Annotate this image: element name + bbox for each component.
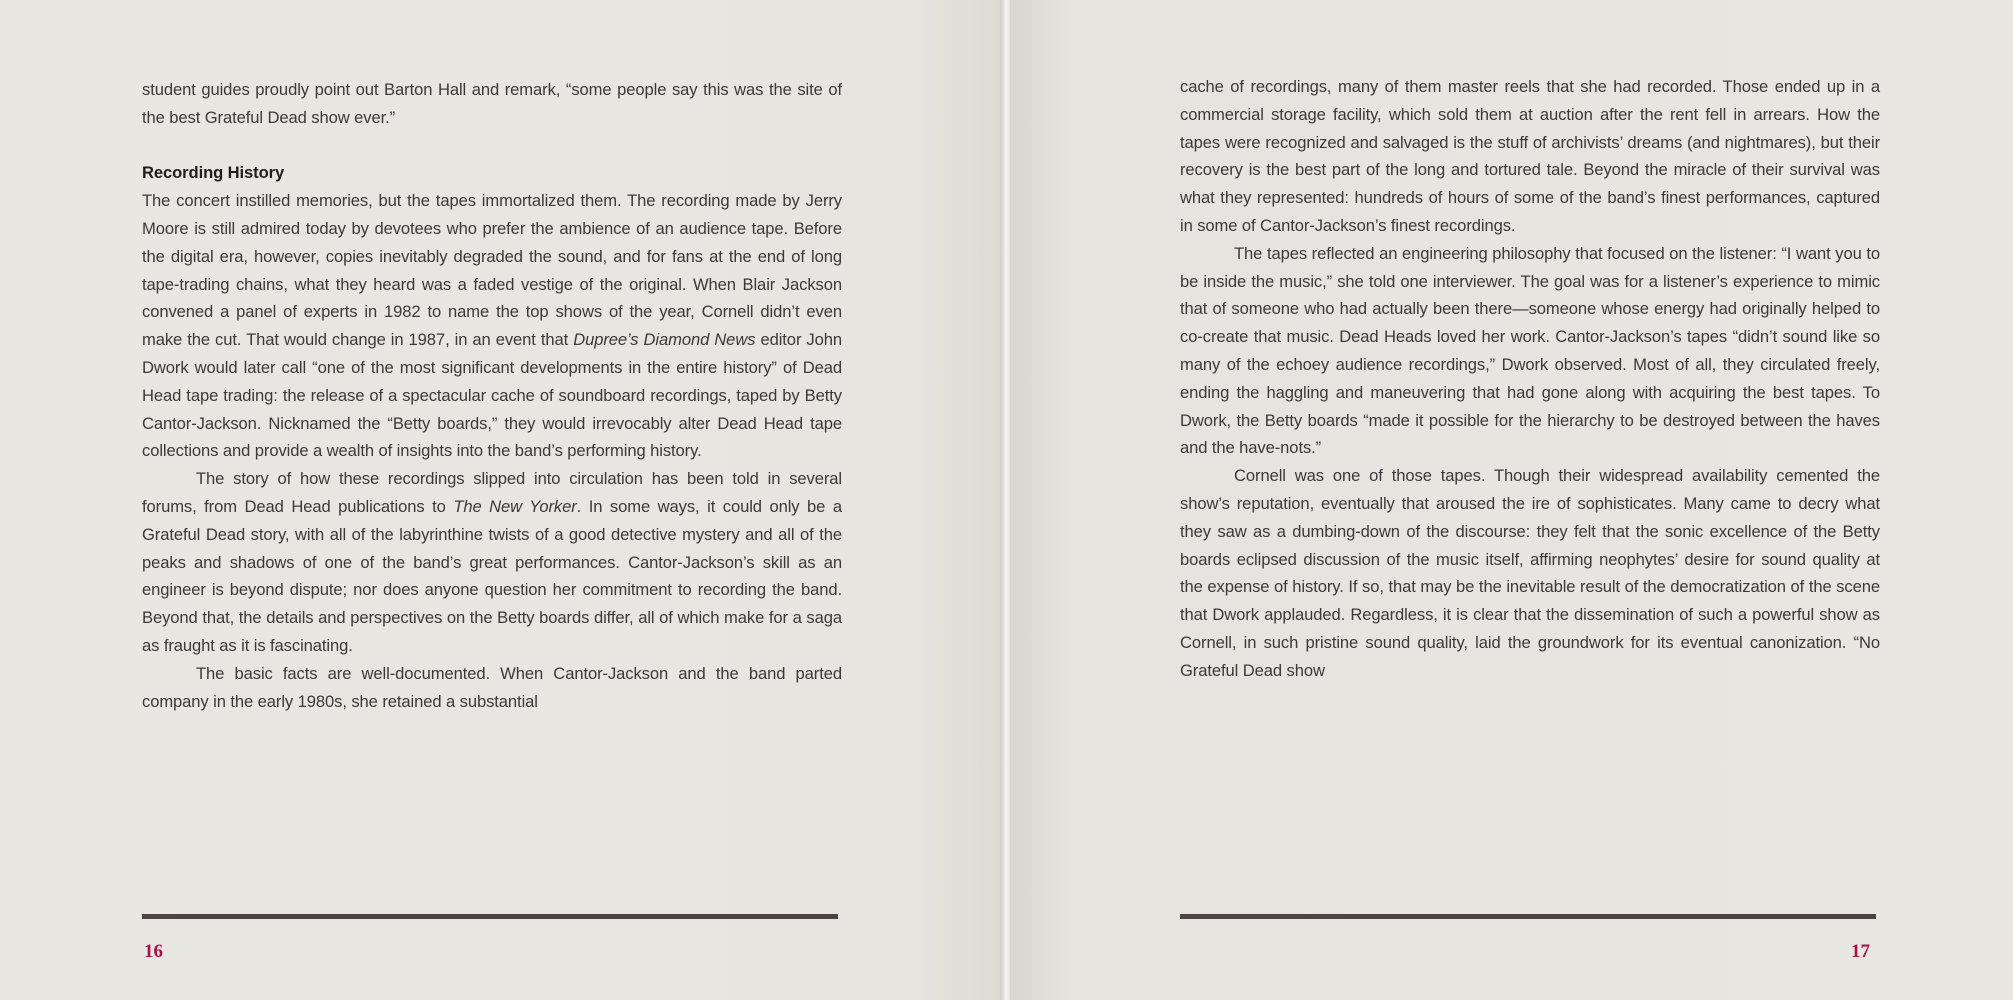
paragraph: The basic facts are well-documented. When Cantor-Jackson and the band parted company in the early 1980s, she retained a substantial	[142, 663, 842, 711]
paragraph	[142, 465, 842, 660]
section-heading: Recording History	[142, 163, 285, 183]
paragraph: Cornell was one of those tapes. Though their widespread availability cemented the show’s reputation, eventually that aroused the ire of sophisticates. Many came to decry what they saw as a dumbing-down of the discourse: they felt that the sonic excellence of the Betty boards eclipsed discussion of the music itself, affirming neophytes’ desire for sound quality at the expense of history. If so, that may be the inevitable result of the democratization of the scene that Dwork applauded. Regardless, it is clear that the dissemination of such a powerful show as Cornell, in such pristine sound quality, laid the groundwork for its eventual canonization. “No Grateful Dead show	[1180, 466, 1880, 680]
left-page	[0, 0, 1004, 1000]
paragraph: student guides proudly point out Barton Hall and remark, “some people say this was the site of the best Grateful Dead show ever.”	[142, 80, 842, 127]
footer-rule	[142, 914, 838, 919]
page-number: 16	[144, 941, 163, 962]
paragraph-text: . In some ways, it could only be a Grateful Dead story, with all of the labyrinthine twists of a good detective mystery and all of the peaks and shadows of one of the band’s great performances. Cantor-Jackson’s skill as an engineer is beyond dispute; nor does anyone question her commitment to recording the band. Beyond that, the details and perspectives on the Betty boards differ, all of which make for a saga as fraught as it is fascinating.	[142, 496, 842, 655]
right-page-text	[1180, 73, 1880, 685]
paragraph-text: The story of how these recordings slipped into circulation has been told in several forums, from Dead Head publications to	[142, 469, 842, 516]
footer-rule	[1180, 914, 1876, 919]
page-number: 17	[1851, 941, 1870, 962]
paragraph: The tapes reflected an engineering philosophy that focused on the listener: “I want you to be inside the music,” she told one interviewer. The goal was for a listener’s experience to mimic that of someone who had actually been there—someone whose energy had originally helped to co-create that music. Dead Heads loved her work. Cantor-Jackson’s tapes “didn’t sound like so many of the echoey audience recordings,” Dwork observed. Most of all, they circulated freely, ending the haggling and maneuvering that had gone along with acquiring the best tapes. To Dwork, the Betty boards “made it possible for the hierarchy to be destroyed between the haves and the have-nots.”	[1180, 243, 1880, 458]
paragraph-text: editor John Dwork would later call “one of the most significant developments in the entire history” of Dead Head tape trading: the release of a spectacular cache of soundboard recordings, taped by Betty Cantor-Jackson. Nicknamed the “Betty boards,” they would irrevocably alter Dead Head tape collections and provide a wealth of insights into the band’s performing history.	[142, 330, 842, 461]
paragraph	[142, 187, 842, 465]
publication-title: Dupree’s Diamond News	[573, 330, 756, 350]
right-page	[1010, 0, 2013, 1000]
paragraph-text: The concert instilled memories, but the tapes immortalized them. The recording made by Jerry Moore is still admired today by devotees who prefer the ambience of an audience tape. Before the digital era, however, copies inevitably degraded the sound, and for fans at the end of long tape-trading chains, what they heard was a faded vestige of the original. When Blair Jackson convened a panel of experts in 1982 to name the top shows of the year, Cornell didn’t even make the cut. That would change in 1987, in an event that	[142, 191, 842, 350]
paragraph: cache of recordings, many of them master reels that she had recorded. Those ended up in a commercial storage facility, which sold them at auction after the rent fell in arrears. How the tapes were recognized and salvaged is the stuff of archivists’ dreams (and nightmares), but their recovery is the best part of the long and tortured tale. Beyond the miracle of their survival was what they represented: hundreds of hours of some of the band’s finest performances, captured in some of Cantor-Jackson’s finest recordings.	[1180, 77, 1880, 235]
left-page-text	[142, 76, 842, 715]
publication-title: The New Yorker	[453, 496, 577, 516]
